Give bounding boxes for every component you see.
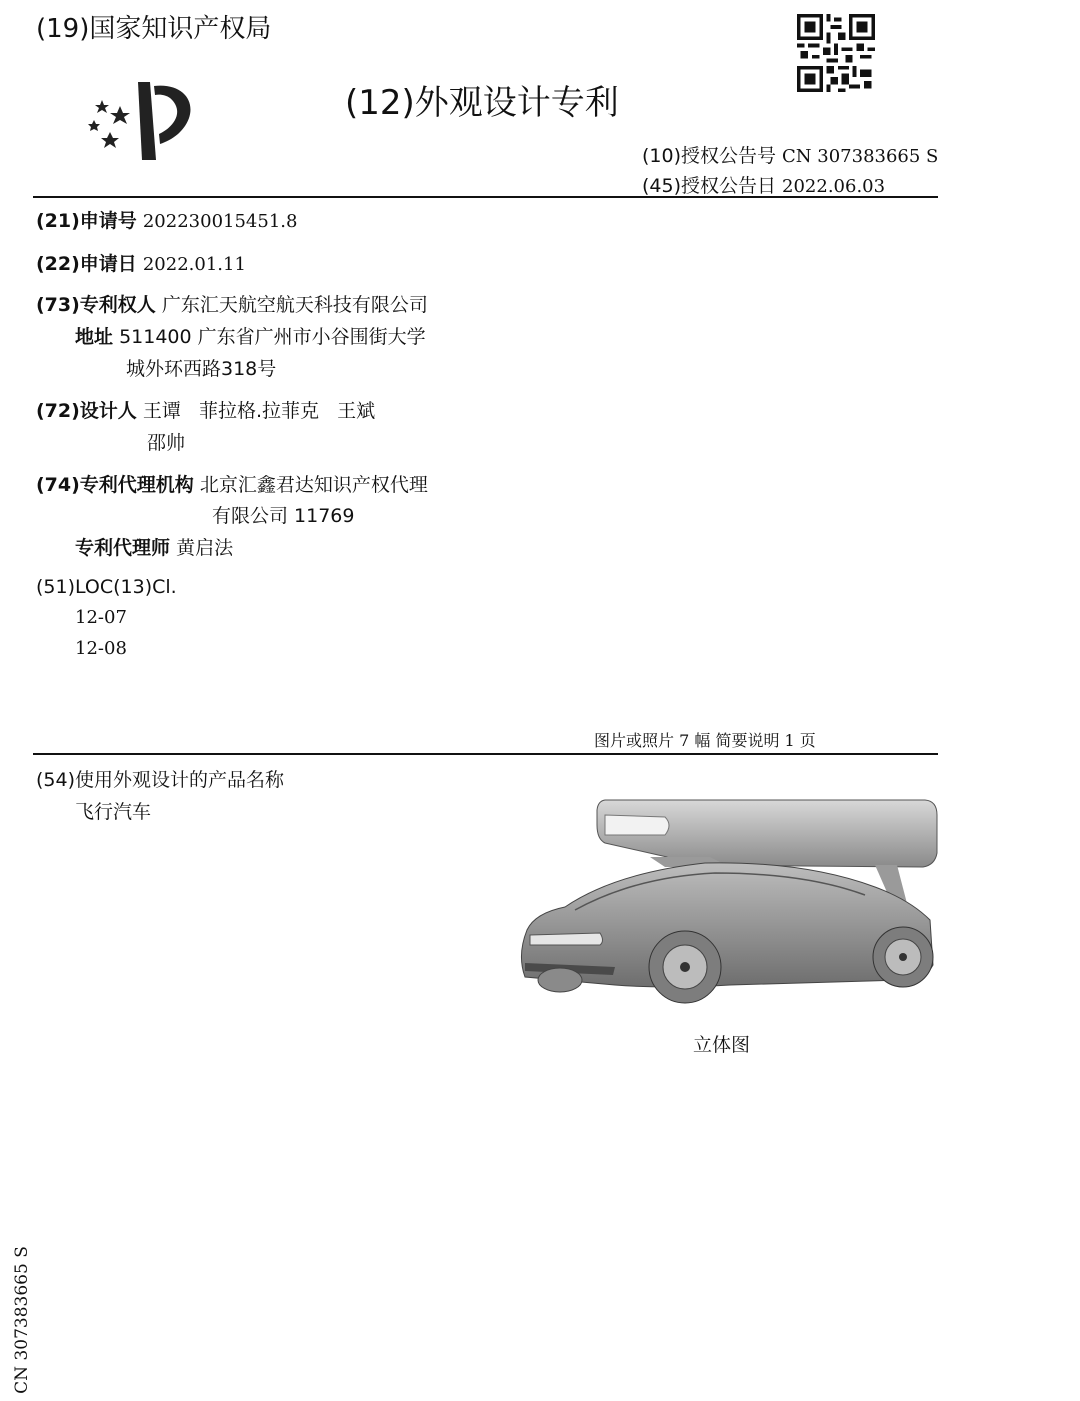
designers-line-2: 邵帅 <box>147 432 186 454</box>
agent: 黄启法 <box>176 537 234 559</box>
application-date: 2022.01.11 <box>142 254 246 275</box>
agency-label: (74)专利代理机构 <box>36 474 194 496</box>
publication-date-label: (45)授权公告日 <box>642 175 777 197</box>
loc-class-1: 12-07 <box>75 607 127 628</box>
publication-number: CN 307383665 S <box>782 146 939 167</box>
designers-line-1: 王谭 菲拉格.拉菲克 王斌 <box>142 400 376 422</box>
authority-name: (19)国家知识产权局 <box>36 14 272 44</box>
patentee: 广东汇天航空航天科技有限公司 <box>161 294 428 316</box>
address-row <box>75 322 426 349</box>
figure-caption: 立体图 <box>693 1034 751 1056</box>
application-number-row <box>36 206 297 233</box>
logo-star-icon <box>95 100 109 113</box>
side-publication-number: CN 307383665 S <box>11 1246 32 1394</box>
product-name: 飞行汽车 <box>75 801 152 823</box>
logo-star-icon <box>110 106 130 124</box>
agent-label: 专利代理师 <box>75 537 171 559</box>
publication-number-label: (10)授权公告号 <box>642 145 777 167</box>
address-line-2: 城外环西路318号 <box>126 358 277 380</box>
section-divider <box>33 753 938 755</box>
header-divider <box>33 196 938 198</box>
agency-line-2: 有限公司 11769 <box>212 505 355 527</box>
cnipa-logo <box>80 72 205 172</box>
publication-date: 2022.06.03 <box>782 176 886 197</box>
application-number: 202230015451.8 <box>142 211 298 232</box>
logo-star-icon <box>101 132 119 148</box>
publication-date-row <box>642 171 885 198</box>
application-date-row <box>36 249 246 276</box>
address-label: 地址 <box>75 326 114 348</box>
publication-number-row <box>642 141 938 168</box>
pages-note: 图片或照片 7 幅 简要说明 1 页 <box>594 731 816 750</box>
patentee-row <box>36 290 428 317</box>
address-line-1: 511400 广东省广州市小谷围街大学 <box>119 326 426 348</box>
patentee-label: (73)专利权人 <box>36 294 156 316</box>
agent-row <box>75 533 233 560</box>
designer-row <box>36 396 375 423</box>
product-name-label: (54)使用外观设计的产品名称 <box>36 769 285 791</box>
document-type-title: (12)外观设计专利 <box>345 83 619 123</box>
agency-line-1: 北京汇鑫君达知识产权代理 <box>199 474 428 496</box>
loc-class-2: 12-08 <box>75 638 127 659</box>
application-number-label: (21)申请号 <box>36 210 137 232</box>
application-date-label: (22)申请日 <box>36 253 137 275</box>
loc-classification-label: (51)LOC(13)Cl. <box>36 576 177 598</box>
designer-label: (72)设计人 <box>36 400 137 422</box>
flying-car-illustration <box>505 795 945 1015</box>
logo-star-icon <box>88 120 100 131</box>
agency-row <box>36 470 428 497</box>
qr-code-icon <box>797 14 875 92</box>
